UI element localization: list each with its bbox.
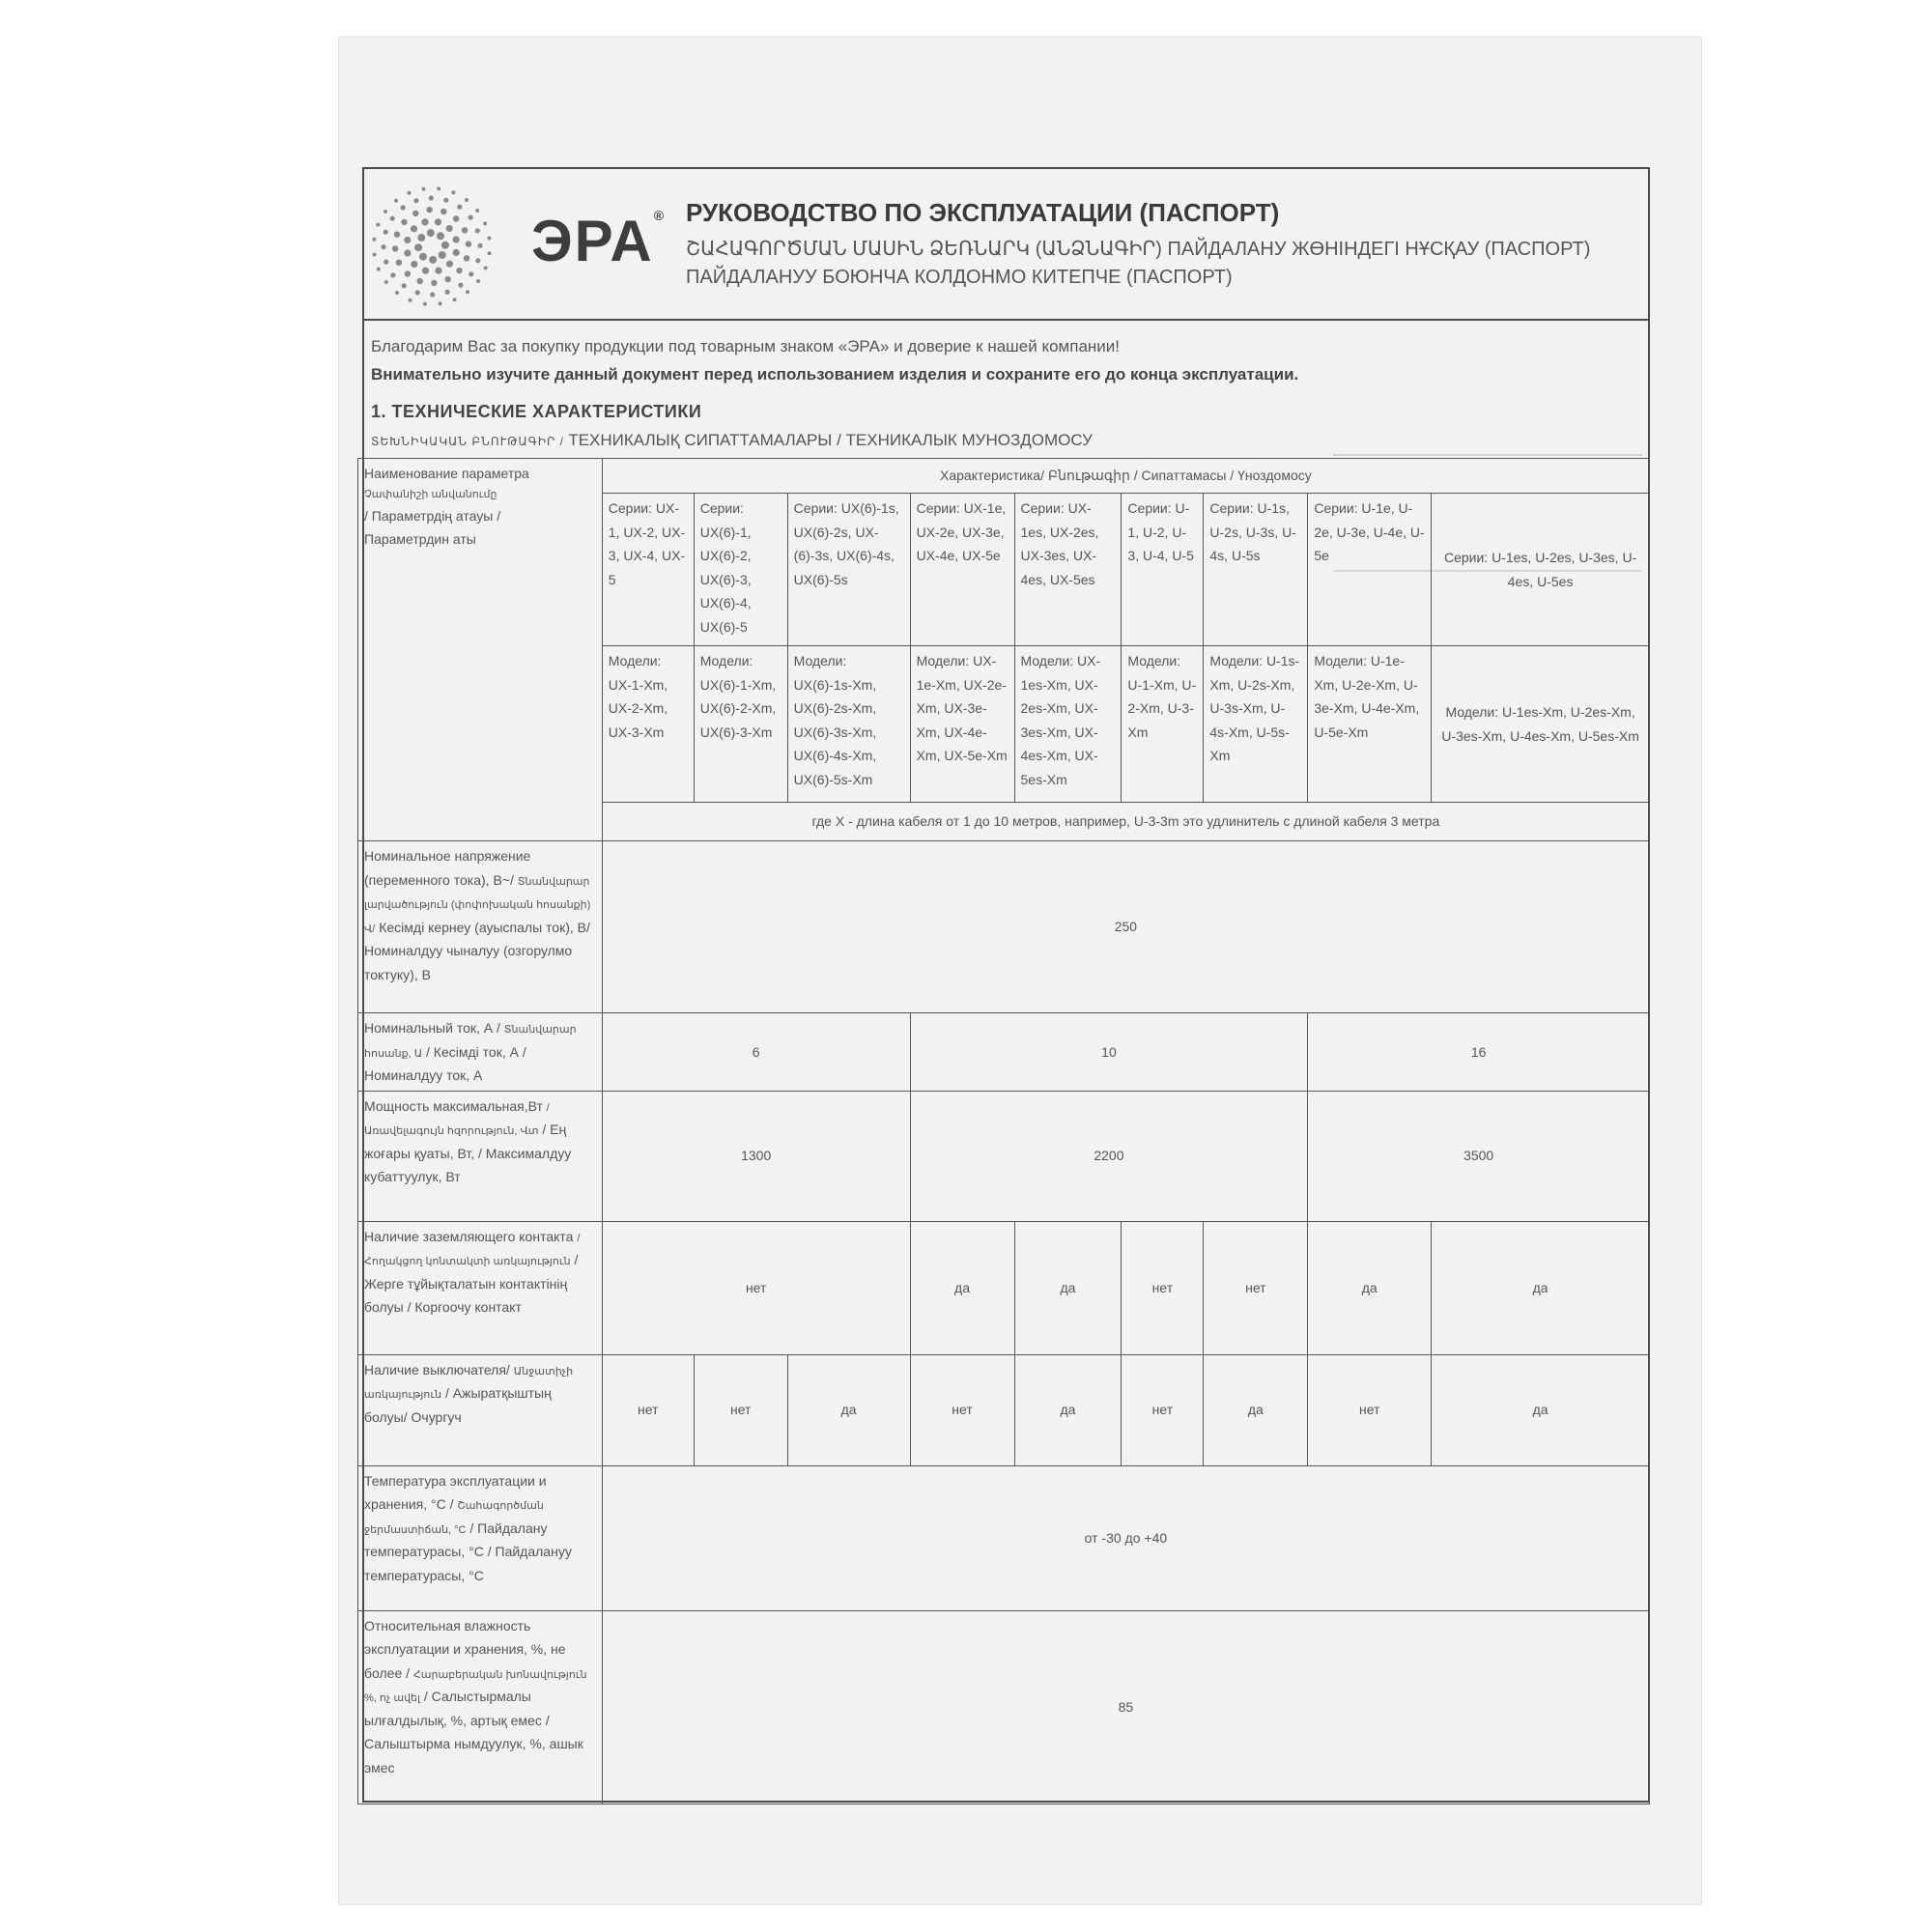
voltage-label <box>358 841 603 1013</box>
page-subtitle-1: ՇԱՀԱԳՈՐԾՄԱՆ ՄԱՍԻՆ ՁԵՌՆԱՐԿ (ԱՆՁՆԱԳԻՐ) ПАЙДАЛАНУ ЖӨНІНДЕГІ НҰСҚАУ (ПАСПОРТ) <box>686 239 1591 260</box>
logo-dot <box>429 195 434 200</box>
models-cell: Модели: U-1e-Xm, U-2e-Xm, U-3e-Xm, U-4e-Xm, U-5e-Xm <box>1308 646 1432 803</box>
ground-row <box>358 1221 1650 1354</box>
series-cell: Серии: U-1e, U-2e, U-3e, U-4e, U-5e <box>1308 494 1432 646</box>
series-cell: Серии: UX-1, UX-2, UX-3, UX-4, UX-5 <box>602 494 694 646</box>
logo-dot <box>441 242 449 249</box>
logo-dot <box>466 290 469 294</box>
logo-dot <box>384 210 387 213</box>
param-header-l1: Наименование параметра <box>364 466 529 481</box>
ground-label-kz: / Жерге тұйықталатын контактінің болуы / Коргоочу контакт <box>364 1252 579 1315</box>
logo-dot <box>384 280 388 284</box>
logo-dot <box>401 205 406 210</box>
param-header-l4: Параметрдин аты <box>364 531 476 548</box>
characteristic-header: Характеристика/ Բնութագիր / Сипаттамасы / Үноздомосу <box>602 459 1649 494</box>
power-value: 3500 <box>1308 1091 1650 1221</box>
logo-dot <box>477 243 482 248</box>
logo-dot <box>431 280 437 286</box>
page-title: РУКОВОДСТВО ПО ЭКСПЛУАТАЦИИ (ПАСПОРТ) <box>686 198 1280 227</box>
switch-value: да <box>1204 1354 1308 1465</box>
logo-dot <box>395 291 399 295</box>
series-cell: Серии: U-1, U-2, U-3, U-4, U-5 <box>1122 494 1204 646</box>
logo-dot <box>390 216 395 221</box>
logo-dot <box>464 255 469 261</box>
voltage-row <box>358 841 1650 1013</box>
logo-dot <box>411 225 417 232</box>
logo-dot <box>426 207 432 213</box>
series-cell: Серии: UX(6)-1, UX(6)-2, UX(6)-3, UX(6)-4, UX(6)-5 <box>694 494 787 646</box>
bleed-through-marks <box>1333 454 1642 456</box>
humidity-label <box>358 1610 603 1804</box>
logo-dot <box>458 283 463 288</box>
ground-label <box>358 1221 603 1354</box>
current-label <box>358 1013 603 1092</box>
logo-dot <box>384 230 388 235</box>
logo-dot <box>429 256 437 264</box>
logo-dot <box>451 190 455 194</box>
section-subtitle <box>371 431 1093 450</box>
logo-dot <box>413 198 418 203</box>
logo-dot <box>446 261 453 268</box>
switch-value: да <box>787 1354 910 1465</box>
current-value: 6 <box>602 1013 910 1092</box>
power-label-kz: / Ең жоғары қуаты, Вт, / Максималдуу кубаттуулук, Вт <box>364 1122 572 1184</box>
current-value: 10 <box>910 1013 1308 1092</box>
logo-dot <box>404 237 411 243</box>
ground-value: да <box>1014 1221 1122 1354</box>
logo-dot <box>427 229 435 237</box>
logo-dot <box>384 260 388 265</box>
switch-value: да <box>1014 1354 1122 1465</box>
logo-dot <box>457 205 462 210</box>
temperature-label-arm: Շահագործման ջերմաստիճան, °С <box>364 1500 544 1536</box>
ground-label-arm: / Հողակցող կոնտակտի առկայություն <box>364 1232 581 1267</box>
logo-dot <box>456 268 462 273</box>
ground-value: да <box>910 1221 1014 1354</box>
logo-dot <box>372 238 376 242</box>
logo-dot <box>402 283 407 288</box>
power-row <box>358 1091 1650 1221</box>
models-cell: Модели: UX-1es-Xm, UX-2es-Xm, UX-3es-Xm, UX-4es-Xm, UX-5es-Xm <box>1014 646 1122 803</box>
logo-dot <box>394 232 400 238</box>
logo-dot <box>404 249 411 256</box>
param-header-l2: Չափանիշի անվանումը <box>364 488 497 500</box>
ground-value: да <box>1308 1221 1432 1354</box>
switch-label-ru: Наличие выключателя/ <box>364 1361 510 1378</box>
models-cell: Модели: UX(6)-1-Xm, UX(6)-2-Xm, UX(6)-3-Xm <box>694 646 787 803</box>
ground-label-ru: Наличие заземляющего контакта <box>364 1228 574 1244</box>
current-label-arm: Տնանվարար հոսանք, Ա <box>364 1024 577 1060</box>
logo-dot <box>422 187 426 191</box>
logo-dot <box>412 211 418 216</box>
logo-dot <box>453 215 459 221</box>
intro-thanks: Благодарим Вас за покупку продукции под товарным знаком «ЭРА» и доверие к нашей компании! <box>371 337 1121 355</box>
logo-dot <box>476 279 480 283</box>
switch-value: нет <box>694 1354 787 1465</box>
logo-dot <box>409 298 412 302</box>
logo-dot <box>417 234 425 242</box>
logo-dot <box>453 249 460 256</box>
humidity-value: 85 <box>602 1610 1649 1804</box>
logo-dot <box>469 215 473 220</box>
logo-dot <box>417 278 423 284</box>
temperature-row <box>358 1465 1650 1610</box>
switch-value: нет <box>1308 1354 1432 1465</box>
switch-value: да <box>1432 1354 1650 1465</box>
voltage-label-kz: Кесімді кернеу (ауыспалы ток), В/ Номиналдуу чыналуу (озгорулмо токтуку), В <box>364 919 590 982</box>
logo-dot <box>421 218 428 225</box>
models-cell: Модели: UX(6)-1s-Xm, UX(6)-2s-Xm, UX(6)-3s-Xm, UX(6)-4s-Xm, UX(6)-5s-Xm <box>787 646 910 803</box>
logo-dot <box>437 186 440 190</box>
models-cell: Модели: U-1s-Xm, U-2s-Xm, U-3s-Xm, U-4s-Xm, U-5s-Xm <box>1204 646 1308 803</box>
logo-dot <box>401 219 407 225</box>
logo-dot <box>440 209 446 214</box>
registered-mark: ® <box>653 208 667 223</box>
temperature-label <box>358 1465 603 1610</box>
series-cell: Серии: U-1es, U-2es, U-3es, U-4es, U-5es <box>1432 494 1650 646</box>
switch-label <box>358 1354 603 1465</box>
logo-dot <box>439 301 442 305</box>
series-cell: Серии: UX-1es, UX-2es, UX-3es, UX-4es, UX-5es <box>1014 494 1122 646</box>
intro-warning: Внимательно изучите данный документ перед использованием изделия и сохраните его до конца эксплуатации. <box>371 365 1299 384</box>
logo-dot <box>466 241 471 246</box>
logo-dot <box>462 227 468 233</box>
humidity-label-kz: / Салыстырмалы ылғалдылық, %, артық емес / Салыштырма нымдуулук, %, ашык эмес <box>364 1689 583 1776</box>
logo-dot <box>439 251 446 259</box>
logo-dot <box>443 198 448 203</box>
humidity-row <box>358 1610 1650 1804</box>
param-header-l3: / Параметрдің атауы / <box>364 507 501 524</box>
switch-value: нет <box>1122 1354 1204 1465</box>
logo-dot <box>437 232 444 240</box>
spec-table <box>357 458 1650 1804</box>
series-cell: Серии: UX(6)-1s, UX(6)-2s, UX-(6)-3s, UX(6)-4s, UX(6)-5s <box>787 494 910 646</box>
page-subtitle-2: ПАЙДАЛАНУУ БОЮНЧА КОЛДОНМО КИТЕПЧЕ (ПАСПОРТ) <box>686 267 1233 288</box>
ground-value: нет <box>1204 1221 1308 1354</box>
ground-value: да <box>1432 1221 1650 1354</box>
logo-dot <box>376 223 380 227</box>
section-subtitle-text: ТЕХНИКАЛЫҚ СИПАТТАМАЛАРЫ / ТЕХНИКАЛЫК МУНОЗДОМОСУ <box>568 431 1093 449</box>
current-label-ru: Номинальный ток, А / <box>364 1020 500 1036</box>
logo-dot <box>411 261 417 268</box>
param-header-cell <box>358 459 603 841</box>
cable-length-note: где X - длина кабеля от 1 до 10 метров, например, U-3-3m это удлинитель с длиной кабеля 3 метра <box>602 803 1649 841</box>
header-divider <box>362 319 1650 321</box>
logo-dot <box>377 268 381 271</box>
power-label-arm: / Առավելագույն հզորություն, Վտ <box>364 1101 550 1137</box>
power-value: 2200 <box>910 1091 1308 1221</box>
temperature-label-ru: Температура эксплуатации и хранения, °С / <box>364 1472 547 1512</box>
logo-dot <box>453 236 460 242</box>
logo-dot <box>422 268 429 274</box>
series-cell: Серии: U-1s, U-2s, U-3s, U-4s, U-5s <box>1204 494 1308 646</box>
logo-dot <box>405 270 411 276</box>
logo-dot <box>392 245 398 251</box>
switch-row <box>358 1354 1650 1465</box>
temperature-value: от -30 до +40 <box>602 1465 1649 1610</box>
logo-dot <box>415 290 420 295</box>
logo-dot <box>487 237 491 241</box>
switch-value: нет <box>910 1354 1014 1465</box>
logo-dot <box>445 290 450 295</box>
logo-dot <box>484 266 488 270</box>
logo-dot <box>475 228 480 233</box>
logo-dot <box>414 243 422 251</box>
logo-dot <box>423 302 427 306</box>
humidity-label-ru: Относительная влажность эксплуатации и хранения, %, не более / <box>364 1617 566 1681</box>
logo-dot <box>390 272 395 277</box>
logo-dot <box>373 253 377 257</box>
voltage-value: 250 <box>602 841 1649 1013</box>
models-cell: Модели: UX-1-Xm, UX-2-Xm, UX-3-Xm <box>602 646 694 803</box>
series-cell: Серии: UX-1e, UX-2e, UX-3e, UX-4e, UX-5e <box>910 494 1014 646</box>
models-cell: Модели: UX-1e-Xm, UX-2e-Xm, UX-3e-Xm, UX-4e-Xm, UX-5e-Xm <box>910 646 1014 803</box>
brand-name: ЭРА® <box>531 208 667 273</box>
logo-dot <box>469 271 473 276</box>
power-label <box>358 1091 603 1221</box>
ground-value: нет <box>602 1221 910 1354</box>
models-cell: Модели: U-1es-Xm, U-2es-Xm, U-3es-Xm, U-4es-Xm, U-5es-Xm <box>1432 646 1650 803</box>
logo-dot <box>407 191 411 195</box>
logo-dot <box>435 218 441 225</box>
current-row <box>358 1013 1650 1092</box>
logo-dot <box>446 225 453 232</box>
temperature-label-kz: / Пайдалану температурасы, °С / Пайдалануу температурасы, °С <box>364 1520 572 1583</box>
logo-dot <box>488 251 492 255</box>
logo-dot <box>475 209 479 213</box>
logo-dot <box>465 198 469 202</box>
logo-dot <box>453 298 457 301</box>
section-title: 1. ТЕХНИЧЕСКИЕ ХАРАКТЕРИСТИКИ <box>371 402 702 421</box>
logo-dot <box>394 199 398 203</box>
logo-dot <box>396 260 402 266</box>
logo-dot <box>435 268 441 274</box>
voltage-label-ru: Номинальное напряжение (переменного тока), В~/ <box>364 848 531 888</box>
switch-label-kz: / Ажыратқыштың болуы/ Очургуч <box>364 1385 552 1425</box>
switch-label-arm: Անջատիչի առկայություն <box>364 1365 574 1401</box>
power-label-ru: Мощность максимальная,Вт <box>364 1097 543 1114</box>
power-value: 1300 <box>602 1091 910 1221</box>
logo-dot <box>445 276 451 282</box>
current-value: 16 <box>1308 1013 1650 1092</box>
logo-dot <box>419 253 427 261</box>
logo-dot <box>381 244 385 249</box>
ground-value: нет <box>1122 1221 1204 1354</box>
logo-dot <box>483 221 487 225</box>
switch-value: нет <box>602 1354 694 1465</box>
section-subtitle-arm: ՏԵԽՆԻԿԱԿԱՆ ԲՆՈՒԹԱԳԻՐ / <box>371 435 569 448</box>
logo-dot <box>430 292 435 297</box>
models-cell: Модели: U-1-Xm, U-2-Xm, U-3-Xm <box>1122 646 1204 803</box>
logo-dot <box>475 258 480 263</box>
current-label-kz: / Кесімді ток, А / Номиналдуу ток, А <box>364 1043 526 1083</box>
humidity-label-arm: Հարաբերական խոնավություն %, ոչ ավել <box>364 1668 587 1704</box>
voltage-label-arm: Տնանվարար լարվածություն (փոփոխական հոսանքի) Վ/ <box>364 875 591 935</box>
